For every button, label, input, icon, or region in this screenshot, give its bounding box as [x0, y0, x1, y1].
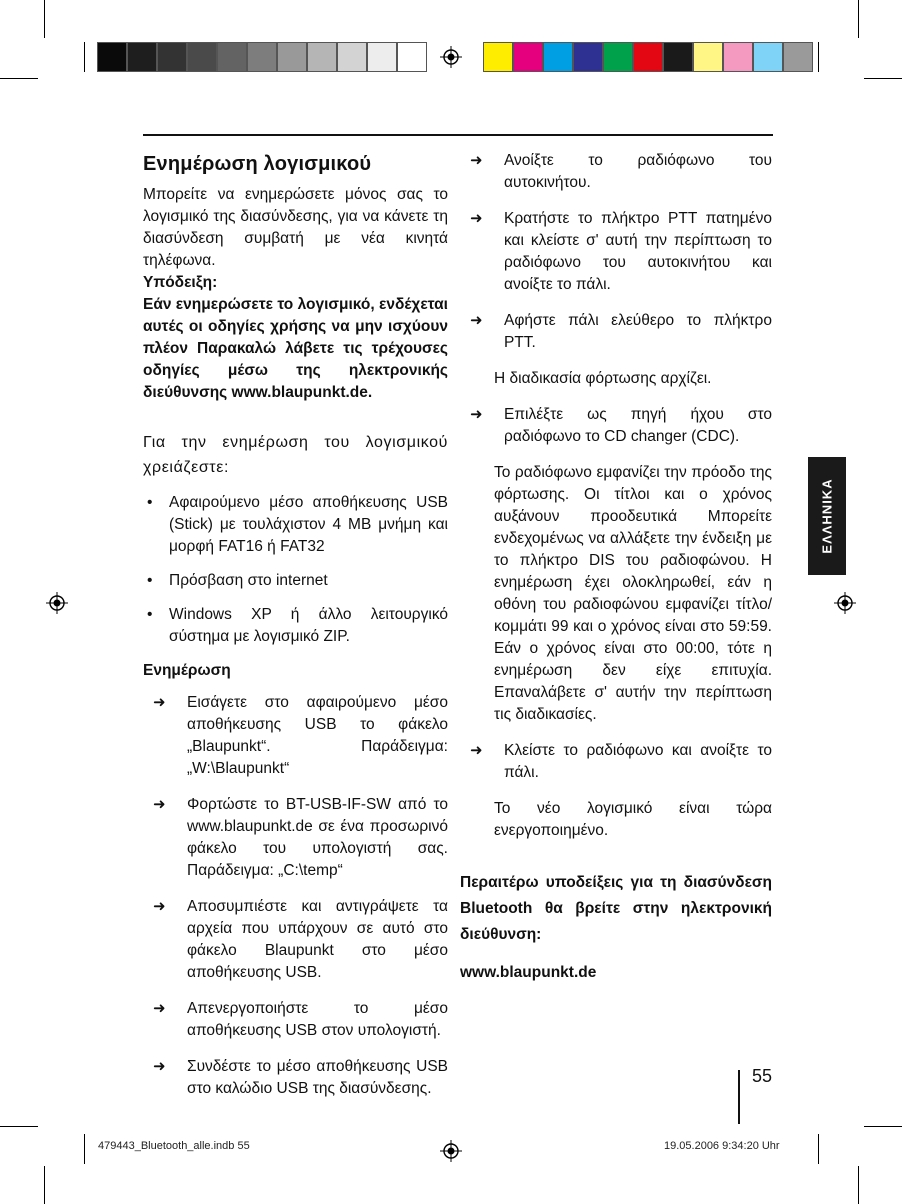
crop-mark [84, 1134, 85, 1164]
step-item [143, 692, 448, 780]
gray-swatch [97, 42, 127, 72]
step-result: Η διαδικασία φόρτωσης αρχίζει. [494, 370, 712, 387]
arrow-icon: ➜ [470, 152, 483, 169]
registration-mark-icon [46, 592, 68, 614]
gray-swatch [157, 42, 187, 72]
gray-swatch [397, 42, 427, 72]
gray-swatch [217, 42, 247, 72]
note-text: Εάν ενημερώσετε το λογισμικό, ενδέχεται αυτές οι οδηγίες χρήσης να μην ισχύουν πλέον Παρακαλώ λάβετε τις τρέχουσες οδηγίες μέσω της ηλεκτρονικής διεύθυνσης www.blaupunkt.de. [143, 296, 448, 401]
gray-swatch [277, 42, 307, 72]
bullet-mark: • [147, 606, 153, 623]
gray-swatch [337, 42, 367, 72]
arrow-icon: ➜ [470, 312, 483, 329]
crop-mark [864, 1126, 902, 1127]
arrow-icon: ➜ [153, 1000, 166, 1017]
list-item [143, 604, 448, 648]
gray-swatch [187, 42, 217, 72]
crop-mark [864, 78, 902, 79]
step-text: Κλείστε το ραδιόφωνο και ανοίξτε το πάλι. [504, 742, 772, 781]
website-url[interactable]: www.blaupunkt.de [460, 964, 597, 981]
registration-mark-icon [834, 592, 856, 614]
bullet-mark: • [147, 572, 153, 589]
color-swatch [573, 42, 603, 72]
footer-file-info: 479443_Bluetooth_alle.indb 55 [98, 1140, 250, 1152]
further-info: Περαιτέρω υποδείξεις για τη διασύνδεση Bluetooth θα βρείτε στην ηλεκτρονική διεύθυνση: [460, 874, 772, 943]
gray-calibration-bar [97, 42, 427, 72]
crop-mark [0, 78, 38, 79]
gray-swatch [367, 42, 397, 72]
intro-paragraph: Μπορείτε να ενημερώσετε μόνος σας το λογισμικό της διασύνδεσης, για να κάνετε τη διασύνδεση συμβατή με νέα κινητά τηλέφωνα. [143, 186, 448, 269]
step-text: Αφήστε πάλι ελεύθερο το πλήκτρο PTT. [504, 312, 772, 351]
arrow-icon: ➜ [153, 796, 166, 813]
step-item [460, 150, 772, 194]
list-item-text: Windows XP ή άλλο λειτουργικό σύστημα με λογισμικό ZIP. [169, 606, 448, 645]
color-swatch [783, 42, 813, 72]
gray-swatch [247, 42, 277, 72]
crop-mark [858, 0, 859, 38]
list-item-text: Αφαιρούμενο μέσο αποθήκευσης USB (Stick) με τουλάχιστον 4 MB μνήμη και μορφή FAT16 ή FAT32 [169, 494, 448, 555]
header-rule [143, 134, 773, 136]
step-item [460, 404, 772, 448]
arrow-icon: ➜ [470, 742, 483, 759]
crop-mark [44, 0, 45, 38]
step-item [460, 208, 772, 296]
gray-swatch [127, 42, 157, 72]
step-item [143, 896, 448, 984]
language-tab [808, 457, 846, 575]
requirements-intro: Για την ενημέρωση του λογισμικού χρειάζεστε: [143, 434, 448, 476]
color-swatch [753, 42, 783, 72]
note-label: Υπόδειξη: [143, 274, 218, 291]
color-calibration-bar [483, 42, 813, 72]
step-text: Εισάγετε στο αφαιρούμενο μέσο αποθήκευσης USB το φάκελο „Blaupunkt“. Παράδειγμα: „W:\Blaupunkt“ [187, 694, 448, 777]
crop-mark [84, 42, 85, 72]
right-column [460, 150, 772, 984]
page-number: 55 [752, 1066, 773, 1086]
left-column [143, 150, 448, 1114]
step-text: Συνδέστε το μέσο αποθήκευσης USB στο καλώδιο USB της διασύνδεσης. [187, 1058, 448, 1097]
arrow-icon: ➜ [153, 898, 166, 915]
bullet-mark: • [147, 494, 153, 511]
crop-mark [0, 1126, 38, 1127]
step-text: Ανοίξτε το ραδιόφωνο του αυτοκινήτου. [504, 152, 772, 191]
step-text: Απενεργοποιήστε το μέσο αποθήκευσης USB στον υπολογιστή. [187, 1000, 448, 1039]
step-item [143, 998, 448, 1042]
arrow-icon: ➜ [153, 694, 166, 711]
arrow-icon: ➜ [470, 210, 483, 227]
gray-swatch [307, 42, 337, 72]
list-item-text: Πρόσβαση στο internet [169, 572, 328, 589]
crop-mark [44, 1166, 45, 1204]
step-text: Κρατήστε το πλήκτρο PTT πατημένο και κλείστε σ' αυτή την περίπτωση το ραδιόφωνο του αυτοκινήτου και ανοίξτε το πάλι. [504, 210, 772, 293]
crop-mark [818, 1134, 819, 1164]
color-swatch [513, 42, 543, 72]
color-swatch [723, 42, 753, 72]
step-item [460, 310, 772, 354]
step-text: Αποσυμπιέστε και αντιγράψετε τα αρχεία που υπάρχουν σε αυτό στο φάκελο Blaupunkt στο μέσο αποθήκευσης USB. [187, 898, 448, 981]
registration-mark-icon [440, 1140, 462, 1162]
crop-mark [858, 1166, 859, 1204]
color-swatch [633, 42, 663, 72]
color-swatch [663, 42, 693, 72]
page-number-rule [738, 1070, 740, 1124]
list-item [143, 570, 448, 592]
color-swatch [483, 42, 513, 72]
section-title: Ενημέρωση λογισμικού [143, 153, 372, 175]
language-tab-label: ΕΛΛΗΝΙΚΑ [819, 478, 835, 554]
arrow-icon: ➜ [153, 1058, 166, 1075]
update-heading: Ενημέρωση [143, 662, 231, 679]
list-item [143, 492, 448, 558]
arrow-icon: ➜ [470, 406, 483, 423]
step-item [460, 740, 772, 784]
registration-mark-icon [440, 46, 462, 68]
color-swatch [543, 42, 573, 72]
color-swatch [693, 42, 723, 72]
crop-mark [818, 42, 819, 72]
step-item [143, 794, 448, 882]
color-swatch [603, 42, 633, 72]
footer-timestamp: 19.05.2006 9:34:20 Uhr [664, 1140, 780, 1152]
step-text: Επιλέξτε ως πηγή ήχου στο ραδιόφωνο το CD changer (CDC). [504, 406, 772, 445]
step-result: Το ραδιόφωνο εμφανίζει την πρόοδο της φόρτωσης. Οι τίτλοι και ο χρόνος αυξάνουν προοδευτικά Μπορείτε ενδεχομένως να αλλάξετε την ένδειξη με το πλήκτρο DIS του ραδιοφώνου. Η ενημέρωση έχει ολοκληρωθεί, εάν η οθόνη του ραδιοφώνου εμφανίζει τίτλο/κομμάτι 99 και ο χρόνος είναι στο 59:59. Εάν ο χρόνος είναι στο 00:00, τότε η ενημέρωση δεν είχε επιτυχία. Επαναλάβετε σ' αυτήν την περίπτωση τις διαδικασίες. [494, 464, 772, 723]
step-result: Το νέο λογισμικό είναι τώρα ενεργοποιημένο. [494, 800, 772, 839]
step-text: Φορτώστε το BT-USB-IF-SW από το www.blaupunkt.de σε ένα προσωρινό φάκελο του υπολογιστή σας. Παράδειγμα: „C:\temp“ [187, 796, 448, 879]
step-item [143, 1056, 448, 1100]
